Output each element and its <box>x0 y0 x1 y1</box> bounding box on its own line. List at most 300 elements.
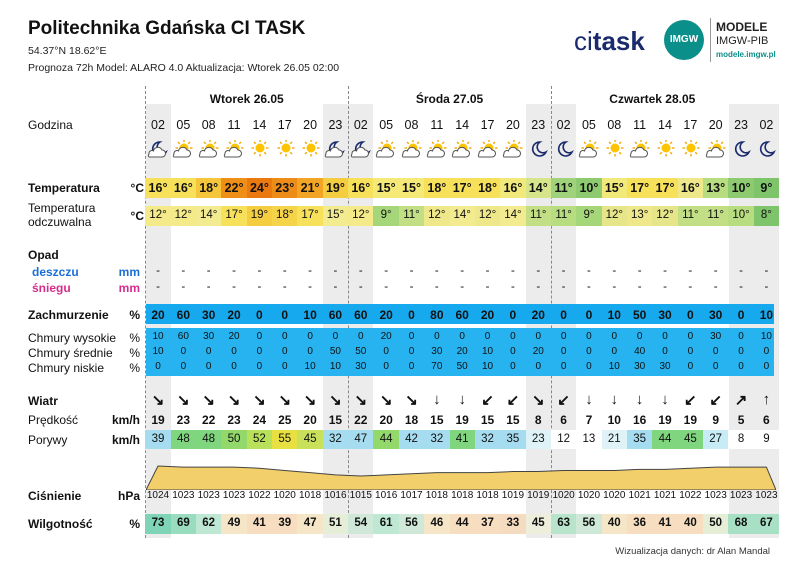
feels-like-cell: 14° <box>453 209 471 221</box>
moon-icon <box>729 140 753 160</box>
feels-like-cell: 13° <box>630 209 649 221</box>
gusts-cell: 32 <box>430 433 444 445</box>
temperature-cell: 15° <box>604 181 624 195</box>
gusts-cell: 27 <box>709 433 723 445</box>
humidity-cell: 44 <box>455 517 469 529</box>
cloud-low-cell: 50 <box>456 361 468 372</box>
temperature-cell: 19° <box>325 181 345 195</box>
cloud-mid-cell: 0 <box>256 346 263 357</box>
sun-icon <box>247 140 271 160</box>
feels-like-cell: 9° <box>583 209 595 221</box>
cloud-mid-cell: 50 <box>355 346 367 357</box>
rain-cell: - <box>587 265 591 277</box>
modele-url: modele.imgw.pl <box>716 50 776 59</box>
cloud-low-cell: 10 <box>304 361 316 372</box>
coordinates: 54.37°N 18.62°E <box>28 45 107 57</box>
wind-speed-cell: 5 <box>737 413 745 427</box>
sun-cloud-icon <box>222 140 246 160</box>
hour-cell: 02 <box>759 118 774 132</box>
cloud-low-cell: 0 <box>510 361 516 372</box>
pressure-cell: 1023 <box>197 490 220 501</box>
hour-cell: 11 <box>430 118 444 132</box>
rain-cell: - <box>764 265 769 277</box>
wind-dir-cell: ↘ <box>531 392 545 409</box>
feels-like-cell: 12° <box>656 209 674 221</box>
cloud-mid-cell: 0 <box>712 346 719 357</box>
temperature-cell: 16° <box>173 181 193 195</box>
unit-chmury-srednie: % <box>129 346 140 360</box>
cloud-high-cell: 0 <box>586 331 592 342</box>
cloud-mid-cell: 20 <box>532 346 544 357</box>
wind-dir-cell: ↓ <box>610 391 619 408</box>
feels-like-cell: 11° <box>555 209 572 221</box>
wind-speed-cell: 19 <box>151 413 165 427</box>
cloud-low-cell: 10 <box>329 361 341 372</box>
gusts-cell: 35 <box>506 433 520 445</box>
humidity-cell: 56 <box>405 517 418 529</box>
sun-cloud-icon <box>450 140 474 160</box>
rain-cell: - <box>688 265 693 277</box>
snow-cell: - <box>232 281 236 293</box>
cloud-high-cell: 0 <box>636 331 643 342</box>
sun-cloud-icon <box>197 140 221 160</box>
cloud-total-cell: 60 <box>455 308 469 322</box>
label-sniegu: śniegu <box>32 281 71 295</box>
temperature-cell: 21° <box>300 181 320 195</box>
moon-icon <box>552 140 576 160</box>
rain-cell: - <box>561 265 566 277</box>
cloud-mid-cell: 0 <box>180 346 187 357</box>
humidity-cell: 41 <box>658 517 672 529</box>
pressure-cell: 1018 <box>298 490 322 501</box>
cloud-mid-cell: 0 <box>662 346 668 357</box>
temperature-cell: 10° <box>579 181 599 195</box>
snow-cell: - <box>384 281 389 293</box>
rain-cell: - <box>206 265 211 277</box>
feels-like-cell: 15° <box>326 209 345 221</box>
unit-porywy: km/h <box>111 433 140 447</box>
rain-cell: - <box>409 265 414 277</box>
pressure-cell: 1018 <box>451 490 474 501</box>
temperature-cell: 18° <box>478 181 497 195</box>
humidity-cell: 45 <box>531 517 545 529</box>
rain-cell: - <box>713 265 718 277</box>
snow-cell: - <box>460 281 465 293</box>
hour-cell: 20 <box>708 118 723 132</box>
temperature-cell: 17° <box>452 181 472 195</box>
feels-like-cell: 12° <box>428 209 446 221</box>
cloud-high-cell: 20 <box>228 331 240 342</box>
hour-cell: 11 <box>633 118 647 132</box>
pressure-cell: 1022 <box>248 490 271 501</box>
humidity-cell: 46 <box>430 517 444 529</box>
label-odczuwalna: Temperatura odczuwalna <box>28 201 96 229</box>
humidity-cell: 40 <box>683 517 697 529</box>
wind-dir-cell: ↘ <box>329 392 342 409</box>
citask-logo-ci: ci <box>574 26 593 56</box>
humidity-cell: 39 <box>278 517 292 529</box>
gusts-cell: 12 <box>557 433 570 445</box>
humidity-cell: 50 <box>709 517 723 529</box>
feels-like-cell: 12° <box>149 209 167 221</box>
feels-like-cell: 12° <box>478 209 497 221</box>
cloud-mid-cell: 10 <box>152 346 164 357</box>
snow-cell: - <box>308 281 313 293</box>
cloud-mid-cell: 0 <box>281 346 288 357</box>
hour-cell: 23 <box>328 118 343 132</box>
wind-dir-cell: ↓ <box>661 391 669 408</box>
cloud-high-cell: 10 <box>760 331 772 342</box>
label-wiatr: Wiatr <box>28 394 58 408</box>
rain-cell: - <box>232 265 236 277</box>
unit-chmury-wysokie: % <box>129 331 140 345</box>
wind-dir-cell: ↓ <box>635 391 644 408</box>
unit-odczuwalna: °C <box>130 209 144 223</box>
snow-cell: - <box>282 281 287 293</box>
wind-speed-cell: 25 <box>278 413 292 427</box>
cloud-total-cell: 0 <box>509 308 517 322</box>
label-cisnienie: Ciśnienie <box>28 489 82 503</box>
unit-chmury-niskie: % <box>129 361 140 375</box>
pressure-cell: 1019 <box>501 490 525 501</box>
cloud-total-cell: 80 <box>430 308 444 322</box>
feels-like-cell: 12° <box>352 209 370 221</box>
pressure-cell: 1015 <box>349 490 372 501</box>
temperature-cell: 10° <box>731 181 751 195</box>
cloud-low-cell: 0 <box>383 361 389 372</box>
label-wilgotnosc: Wilgotność <box>28 517 93 531</box>
modele-logo: MODELE <box>716 20 768 34</box>
cloud-total-cell: 20 <box>379 308 393 322</box>
cloud-high-cell: 0 <box>484 331 491 342</box>
snow-cell: - <box>485 281 490 293</box>
cloud-total-cell: 0 <box>560 308 567 322</box>
cloud-low-cell: 0 <box>687 361 694 372</box>
pressure-cell: 1020 <box>603 490 626 501</box>
cloud-total-cell: 0 <box>687 308 694 322</box>
hour-cell: 05 <box>379 118 394 132</box>
cloud-high-cell: 0 <box>611 331 618 342</box>
wind-speed-cell: 6 <box>560 413 567 427</box>
humidity-cell: 41 <box>252 517 266 529</box>
day-label: Czwartek 28.05 <box>609 92 696 106</box>
cloud-low-cell: 30 <box>634 361 646 372</box>
pressure-cell: 1023 <box>222 490 246 501</box>
cloud-mid-cell: 0 <box>307 346 313 357</box>
cloud-high-cell: 0 <box>408 331 415 342</box>
pressure-cell: 1021 <box>653 490 677 501</box>
sun-cloud-icon <box>704 140 728 160</box>
wind-speed-cell: 9 <box>712 413 720 427</box>
cloud-total-cell: 20 <box>480 308 495 322</box>
temperature-cell: 15° <box>376 181 396 195</box>
snow-cell: - <box>536 281 541 293</box>
cloud-high-cell: 30 <box>203 331 215 342</box>
modele-logo-sub: IMGW-PIB <box>716 35 769 47</box>
cloud-total-cell: 20 <box>227 308 241 322</box>
pressure-cell: 1022 <box>679 490 702 501</box>
humidity-cell: 51 <box>329 517 342 529</box>
rain-cell: - <box>663 265 667 277</box>
humidity-cell: 37 <box>481 517 494 529</box>
snow-cell: - <box>206 281 211 293</box>
cloud-high-cell: 10 <box>152 331 164 342</box>
cloud-mid-cell: 0 <box>231 346 237 357</box>
wind-speed-cell: 23 <box>176 413 191 427</box>
wind-dir-cell: ↘ <box>202 392 215 409</box>
wind-speed-cell: 23 <box>227 413 241 427</box>
feels-like-cell: 12° <box>174 209 193 221</box>
hour-cell: 14 <box>658 118 672 132</box>
feels-like-cell: 17° <box>301 209 319 221</box>
cloud-high-cell: 20 <box>380 331 392 342</box>
pressure-cell: 1018 <box>476 490 499 501</box>
cloud-total-cell: 30 <box>202 308 216 322</box>
pressure-cell: 1020 <box>577 490 601 501</box>
wind-dir-cell: ↘ <box>303 392 317 409</box>
label-porywy: Porywy <box>28 433 68 447</box>
cloud-total-cell: 10 <box>303 308 317 322</box>
cloud-mid-cell: 40 <box>634 346 646 357</box>
cloud-mid-cell: 0 <box>611 346 618 357</box>
gusts-cell: 45 <box>683 433 697 445</box>
cloud-mid-cell: 0 <box>738 346 744 357</box>
temperature-cell: 11° <box>554 181 573 195</box>
pressure-cell: 1017 <box>400 490 423 501</box>
snow-cell: - <box>688 281 693 293</box>
wind-speed-cell: 15 <box>328 413 343 427</box>
page-title: Politechnika Gdańska CI TASK <box>28 18 306 39</box>
gusts-cell: 23 <box>531 433 545 445</box>
moon-icon <box>526 140 550 160</box>
temperature-cell: 16° <box>148 181 168 195</box>
feels-like-cell: 11° <box>682 209 699 221</box>
snow-cell: - <box>181 281 186 293</box>
wind-speed-cell: 15 <box>506 413 520 427</box>
sun-cloud-icon <box>577 140 601 160</box>
cloud-low-cell: 0 <box>256 361 263 372</box>
wind-dir-cell: ↘ <box>177 392 190 409</box>
pressure-cell: 1019 <box>527 490 550 501</box>
wind-speed-cell: 19 <box>455 413 469 427</box>
pressure-cell: 1020 <box>273 490 296 501</box>
wind-dir-cell: ↙ <box>684 392 697 409</box>
feels-like-cell: 9° <box>380 209 392 221</box>
wind-dir-cell: ↘ <box>405 392 418 409</box>
hour-cell: 14 <box>252 118 267 132</box>
wind-speed-cell: 20 <box>303 413 317 427</box>
rain-cell: - <box>257 265 262 277</box>
pressure-cell: 1020 <box>552 490 575 501</box>
moon-icon <box>754 140 778 160</box>
humidity-cell: 63 <box>557 517 570 529</box>
cloud-high-cell: 0 <box>560 331 567 342</box>
rain-cell: - <box>510 265 515 277</box>
day-label: Środa 27.05 <box>415 92 484 106</box>
forecast-info: Prognoza 72h Model: ALARO 4.0 Aktualizacja: Wtorek 26.05 02:00 <box>28 62 340 74</box>
cloud-low-cell: 0 <box>738 361 744 372</box>
snow-cell: - <box>663 281 667 293</box>
snow-cell: - <box>637 281 642 293</box>
label-godzina: Godzina <box>28 118 73 132</box>
hour-cell: 17 <box>683 118 698 132</box>
sun-icon <box>273 140 297 160</box>
feels-like-cell: 10° <box>732 209 750 221</box>
snow-cell: - <box>358 281 363 293</box>
cloud-low-cell: 0 <box>408 361 415 372</box>
wind-speed-cell: 8 <box>534 413 542 427</box>
hour-cell: 02 <box>556 118 571 132</box>
wind-dir-cell: ↗ <box>734 392 748 409</box>
cloud-total-cell: 0 <box>737 308 745 322</box>
cloud-low-cell: 0 <box>586 361 592 372</box>
sun-cloud-icon <box>476 140 500 160</box>
cloud-high-cell: 0 <box>738 331 744 342</box>
hour-cell: 23 <box>531 118 546 132</box>
feels-like-cell: 11° <box>403 209 420 221</box>
cloud-total-cell: 0 <box>256 308 263 322</box>
cloud-low-cell: 10 <box>481 361 494 372</box>
wind-speed-cell: 6 <box>763 413 770 427</box>
snow-cell: - <box>713 281 718 293</box>
feels-like-cell: 8° <box>760 209 772 221</box>
cloud-low-cell: 0 <box>763 361 770 372</box>
cloud-high-cell: 0 <box>434 331 440 342</box>
label-predkosc: Prędkość <box>28 413 79 427</box>
humidity-cell: 49 <box>227 517 241 529</box>
wind-speed-cell: 16 <box>632 413 647 427</box>
wind-dir-cell: ↓ <box>433 391 441 408</box>
cloud-mid-cell: 20 <box>456 346 468 357</box>
feels-like-cell: 14° <box>504 209 522 221</box>
gusts-cell: 48 <box>176 433 190 445</box>
cloud-low-cell: 0 <box>535 361 542 372</box>
cloud-total-cell: 0 <box>408 308 415 322</box>
cloud-low-cell: 0 <box>281 361 288 372</box>
wind-speed-cell: 18 <box>404 413 419 427</box>
rain-cell: - <box>536 265 541 277</box>
imgw-logo: IMGW <box>664 20 704 60</box>
hour-cell: 08 <box>404 118 419 132</box>
snow-cell: - <box>434 281 439 293</box>
pressure-cell: 1021 <box>628 490 651 501</box>
sun-cloud-icon <box>628 140 652 160</box>
snow-cell: - <box>764 281 769 293</box>
cloud-low-cell: 0 <box>205 361 212 372</box>
cloud-low-cell: 30 <box>355 361 367 372</box>
gusts-cell: 47 <box>354 433 368 445</box>
cloud-high-cell: 60 <box>177 331 189 342</box>
rain-cell: - <box>384 265 389 277</box>
wind-dir-cell: ↘ <box>227 392 241 409</box>
gusts-cell: 44 <box>379 433 393 445</box>
pressure-cell: 1024 <box>146 490 170 501</box>
rain-cell: - <box>739 265 743 277</box>
humidity-cell: 40 <box>607 517 621 529</box>
cloud-high-cell: 0 <box>662 331 668 342</box>
label-zachmurzenie: Zachmurzenie <box>28 308 109 322</box>
pressure-cell: 1016 <box>375 490 398 501</box>
label-deszczu: deszczu <box>32 265 79 279</box>
hour-cell: 17 <box>277 118 292 132</box>
gusts-cell: 50 <box>227 433 241 445</box>
label-chmury-srednie: Chmury średnie <box>28 346 113 360</box>
unit-sniegu: mm <box>118 281 140 295</box>
moon-cloud-icon <box>146 140 170 160</box>
humidity-cell: 33 <box>506 517 520 529</box>
label-opad: Opad <box>28 248 59 262</box>
gusts-cell: 41 <box>455 433 469 445</box>
humidity-cell: 36 <box>633 517 647 529</box>
gusts-cell: 9 <box>763 433 770 445</box>
wind-dir-cell: ↙ <box>481 392 494 409</box>
gusts-cell: 52 <box>252 433 266 445</box>
hour-cell: 17 <box>480 118 495 132</box>
sun-cloud-icon <box>171 140 195 160</box>
temperature-cell: 18° <box>199 181 219 195</box>
cloud-low-cell: 70 <box>431 361 443 372</box>
cloud-mid-cell: 0 <box>763 346 770 357</box>
pressure-cell: 1016 <box>324 490 347 501</box>
wind-dir-cell: ↓ <box>585 391 593 408</box>
cloud-mid-cell: 0 <box>560 346 567 357</box>
feels-like-cell: 18° <box>276 209 294 221</box>
cloud-total-cell: 20 <box>151 308 165 322</box>
hour-cell: 20 <box>303 118 318 132</box>
temperature-cell: 13° <box>706 181 726 195</box>
hour-cell: 02 <box>353 118 368 132</box>
wind-dir-cell: ↘ <box>354 392 368 409</box>
humidity-cell: 67 <box>759 517 773 529</box>
feels-like-cell: 11° <box>529 209 547 221</box>
pressure-graph <box>146 460 776 490</box>
gusts-cell: 32 <box>329 433 342 445</box>
temperature-cell: 24° <box>249 181 269 195</box>
wind-speed-cell: 20 <box>379 413 393 427</box>
rain-cell: - <box>156 265 160 277</box>
rain-cell: - <box>460 265 465 277</box>
wind-speed-cell: 10 <box>607 413 621 427</box>
sun-icon <box>298 140 322 160</box>
rain-cell: - <box>637 265 642 277</box>
temperature-cell: 15° <box>402 181 421 195</box>
rain-cell: - <box>308 265 313 277</box>
hour-cell: 05 <box>581 118 596 132</box>
temperature-cell: 17° <box>630 181 650 195</box>
cloud-high-cell: 0 <box>459 331 465 342</box>
cloud-total-cell: 20 <box>531 308 545 322</box>
cloud-total-cell: 50 <box>632 308 647 322</box>
pressure-cell: 1023 <box>729 490 753 501</box>
label-chmury-niskie: Chmury niskie <box>28 361 105 375</box>
cloud-mid-cell: 0 <box>687 346 694 357</box>
snow-cell: - <box>561 281 566 293</box>
hour-cell: 08 <box>201 118 216 132</box>
cloud-mid-cell: 0 <box>408 346 415 357</box>
cloud-total-cell: 30 <box>658 308 672 322</box>
cloud-high-cell: 0 <box>687 331 694 342</box>
cloud-low-cell: 0 <box>231 361 237 372</box>
label-temperatura: Temperatura <box>28 181 100 195</box>
feels-like-cell: 12° <box>605 209 623 221</box>
rain-cell: - <box>434 265 439 277</box>
sun-cloud-icon <box>374 140 398 160</box>
feels-like-cell: 19° <box>250 209 269 221</box>
cloud-mid-cell: 0 <box>586 346 592 357</box>
wind-dir-cell: ↘ <box>278 392 292 409</box>
wind-speed-cell: 19 <box>683 413 698 427</box>
rain-cell: - <box>612 265 617 277</box>
